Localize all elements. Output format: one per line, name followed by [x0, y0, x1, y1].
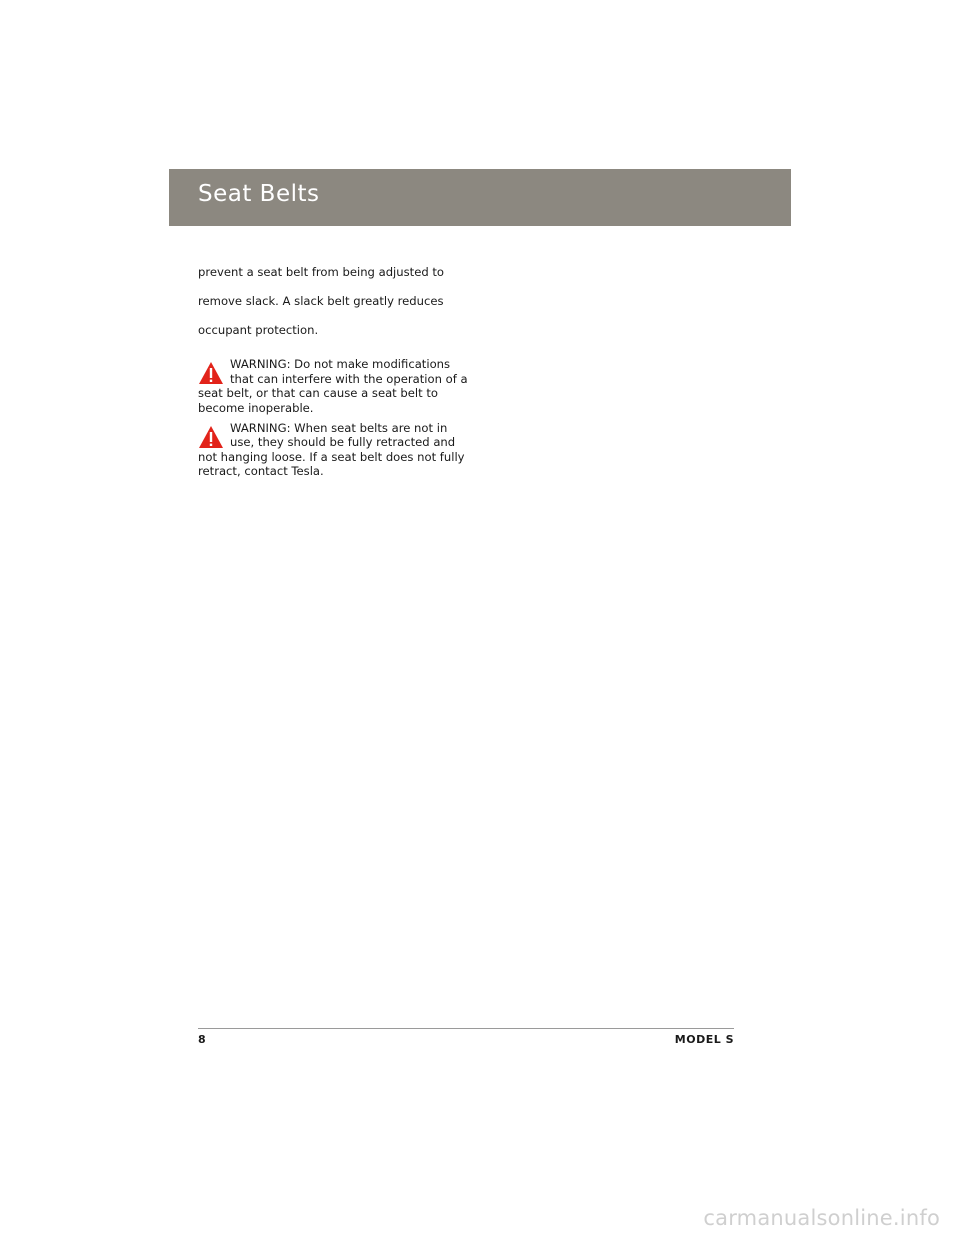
paragraph-line: remove slack. A slack belt greatly reduces — [198, 293, 444, 308]
section-title: Seat Belts — [198, 181, 320, 207]
warning-line: use, they should be fully retracted and — [230, 435, 456, 450]
warning-line: not hanging loose. If a seat belt does not fully — [198, 449, 465, 464]
body-content — [198, 250, 468, 484]
warning-line: WARNING: When seat belts are not in — [230, 420, 448, 435]
page-number: 8 — [198, 1033, 206, 1046]
warning-line: that can interfere with the operation of a — [230, 371, 468, 386]
footer-model-label: MODEL S — [674, 1033, 734, 1046]
paragraph-line: occupant protection. — [198, 322, 319, 337]
watermark: carmanualsonline.info — [703, 1206, 940, 1230]
warning-block-modifications — [198, 357, 468, 415]
warning-line: WARNING: Do not make modifications — [230, 357, 451, 372]
warning-line: become inoperable. — [198, 400, 314, 415]
footer-divider — [198, 1028, 734, 1029]
section-header-bar — [169, 169, 791, 226]
warning-triangle-icon — [198, 425, 224, 449]
warning-triangle-icon — [198, 361, 224, 385]
body-paragraph — [198, 250, 458, 352]
warning-block-retraction — [198, 420, 465, 479]
warning-line: seat belt, or that can cause a seat belt to — [198, 386, 438, 401]
paragraph-line: prevent a seat belt from being adjusted to — [198, 264, 445, 279]
warning-line: retract, contact Tesla. — [198, 464, 324, 479]
